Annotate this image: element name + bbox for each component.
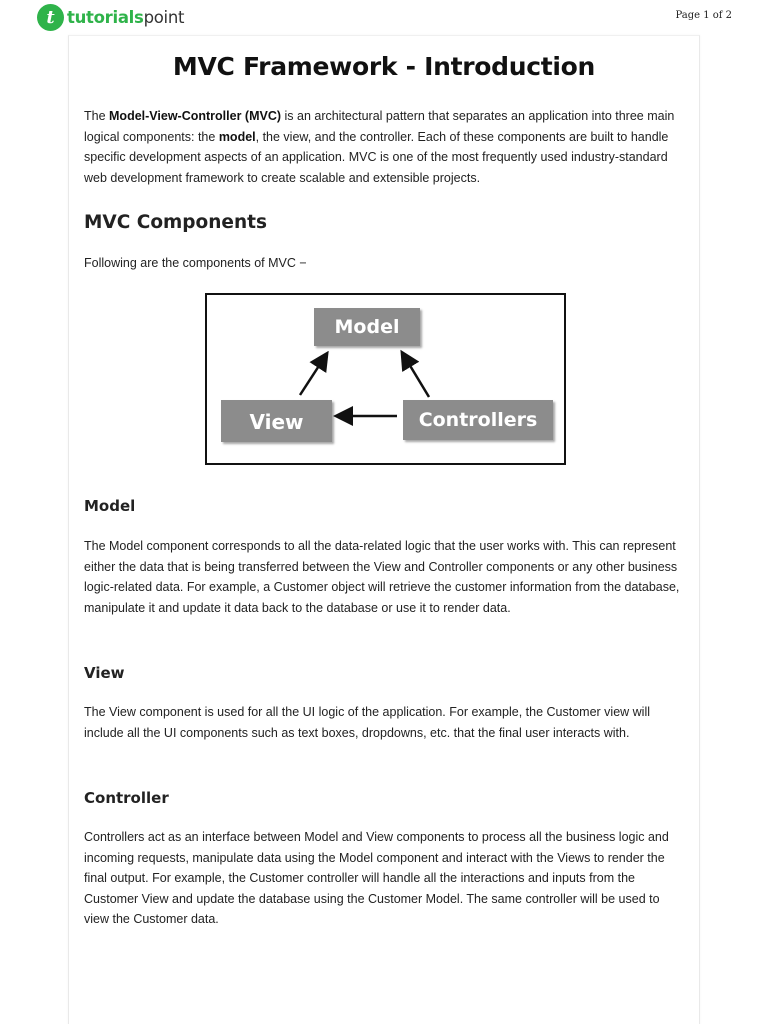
intro-paragraph: The Model-View-Controller (MVC) is an architectural pattern that separates an application into three main logical components: the model, the view, and the controller. Each of these components are built to handle specific development aspects of an application. MVC is one of the most frequently used industry-standard web development framework to create scalable and extensible projects. <box>84 109 675 185</box>
view-paragraph: The View component is used for all the UI logic of the application. For example, the Customer view will include all the UI components such as text boxes, dropdowns, etc. that the final user interacts with. <box>84 705 651 740</box>
arrow-controllers-to-model <box>403 354 429 397</box>
components-lead: Following are the components of MVC − <box>84 256 307 270</box>
page-header <box>0 0 768 34</box>
logo-icon: t <box>37 4 64 31</box>
page-title: MVC Framework - Introduction <box>172 52 596 81</box>
model-paragraph: The Model component corresponds to all the data-related logic that the user works with. This can represent either the data that is being transferred between the View and Controller components or any other business logic-related data. For example, a Customer object will retrieve the customer information from the database, manipulate it and update it data back to the database or use it to render data. <box>84 539 680 615</box>
mvc-components-heading: MVC Components <box>84 212 268 233</box>
logo-wordmark: tutorialspoint <box>67 7 185 27</box>
diagram-model-box: Model <box>314 308 420 346</box>
bold-term-mvc: Model-View-Controller (MVC) <box>109 109 282 123</box>
diagram-controllers-box: Controllers <box>403 400 553 440</box>
diagram-view-box: View <box>221 400 332 442</box>
arrow-view-to-model <box>300 355 326 395</box>
bold-term-model: model <box>218 129 256 144</box>
tutorialspoint-logo[interactable] <box>37 3 184 31</box>
view-heading: View <box>84 664 125 682</box>
mvc-diagram <box>205 293 566 465</box>
controller-paragraph: Controllers act as an interface between Model and View components to process all the business logic and incoming requests, manipulate data using the Model component and interact with the Views to render the final output. For example, the Customer controller will handle all the interactions and inputs from the Customer View and update the database using the Customer Model. The same controller will be used to view the Customer data. <box>84 830 669 926</box>
controller-heading: Controller <box>84 789 169 807</box>
page-indicator: Page 1 of 2 <box>675 10 732 21</box>
model-heading: Model <box>84 497 136 515</box>
